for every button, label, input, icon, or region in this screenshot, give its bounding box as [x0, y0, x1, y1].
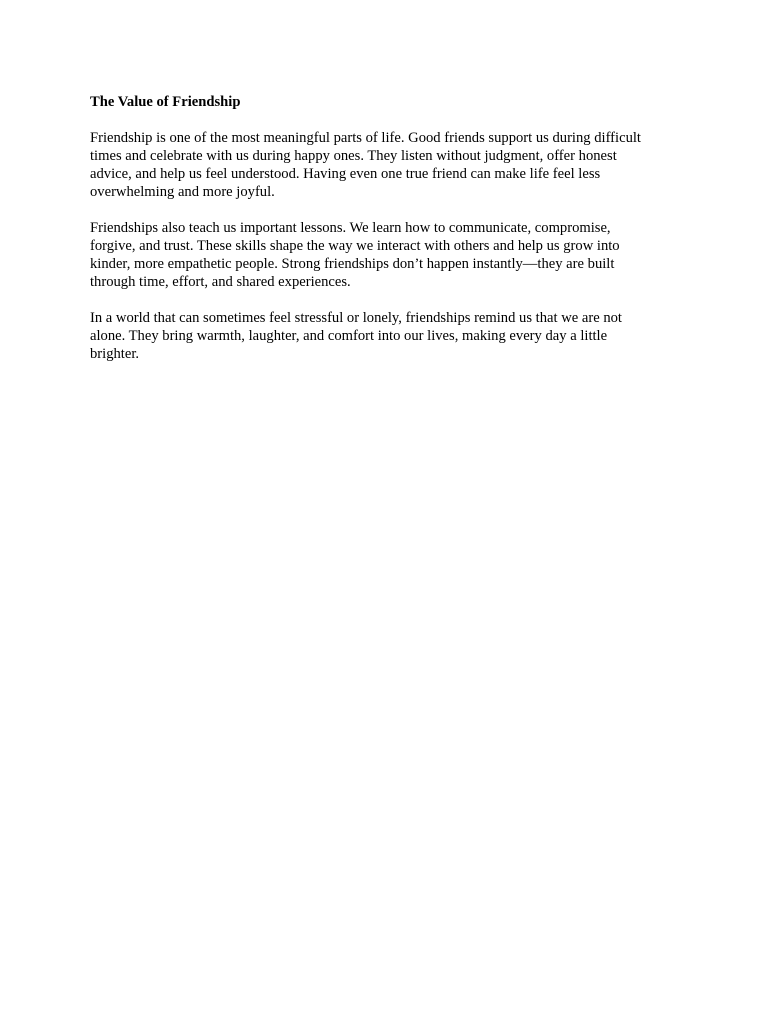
document-title: The Value of Friendship: [90, 94, 241, 110]
paragraph-line: forgive, and trust. These skills shape the way we interact with others and help us grow into: [90, 238, 620, 254]
paragraph-line: kinder, more empathetic people. Strong friendships don’t happen instantly—they are built: [90, 256, 615, 272]
paragraph-3: [90, 309, 674, 363]
paragraph-line: overwhelming and more joyful.: [90, 184, 275, 200]
paragraph-2: [90, 219, 674, 291]
paragraph-line: times and celebrate with us during happy ones. They listen without judgment, offer honest: [90, 148, 617, 164]
paragraph-line: Friendship is one of the most meaningful parts of life. Good friends support us during difficult: [90, 130, 641, 146]
paragraph-line: brighter.: [90, 346, 140, 362]
paragraph-line: In a world that can sometimes feel stressful or lonely, friendships remind us that we are not: [90, 310, 622, 326]
paragraph-line: through time, effort, and shared experiences.: [90, 274, 351, 290]
paragraph-line: advice, and help us feel understood. Having even one true friend can make life feel less: [90, 166, 601, 182]
paragraph-line: Friendships also teach us important lessons. We learn how to communicate, compromise,: [90, 220, 611, 236]
document-body: [90, 93, 674, 381]
paragraph-line: alone. They bring warmth, laughter, and comfort into our lives, making every day a little: [90, 328, 608, 344]
paragraph-1: [90, 129, 674, 201]
